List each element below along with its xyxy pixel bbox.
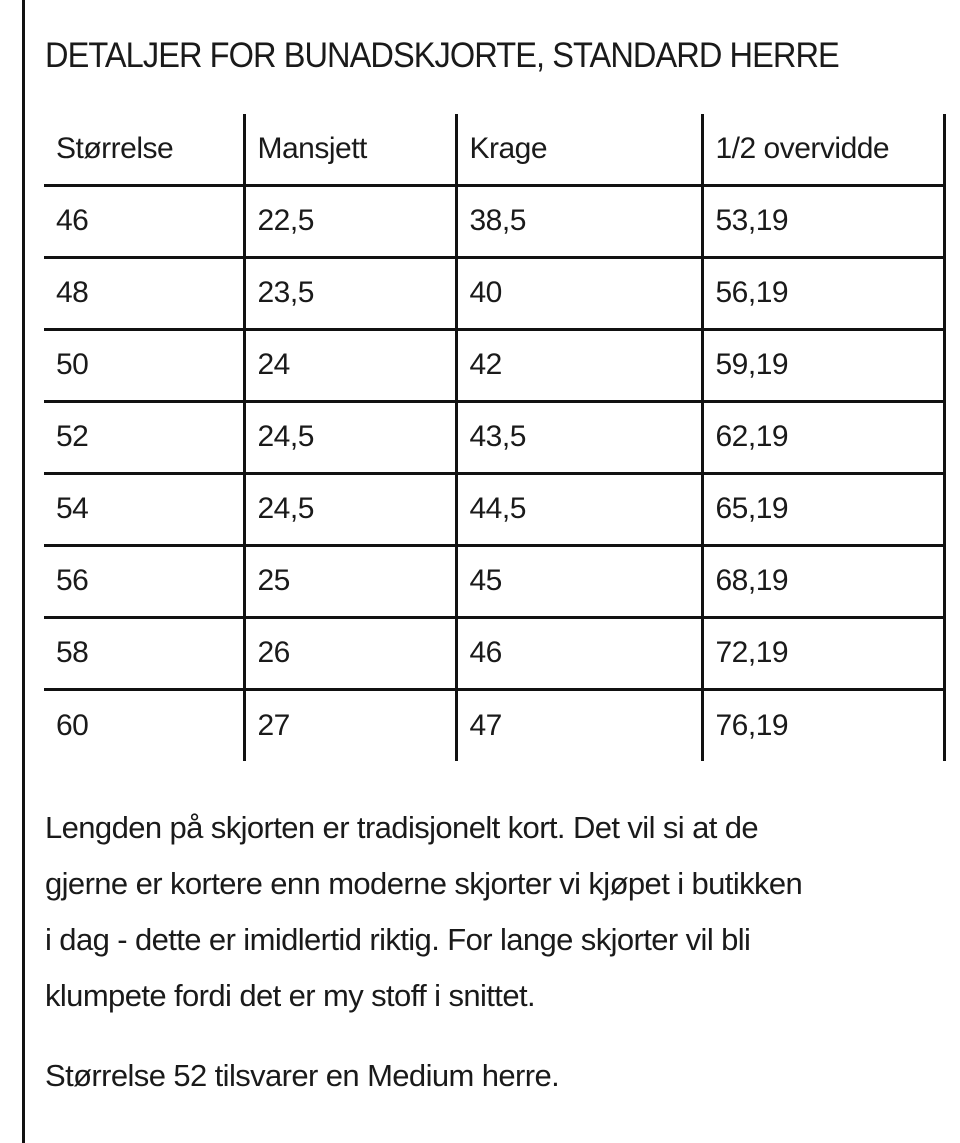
cell-collar: 42 (456, 329, 702, 401)
cell-half-chest: 65,19 (702, 473, 944, 545)
cell-collar: 46 (456, 617, 702, 689)
cell-half-chest: 76,19 (702, 689, 944, 761)
cell-cuff: 26 (244, 617, 456, 689)
cell-cuff: 24 (244, 329, 456, 401)
cell-size: 50 (44, 329, 244, 401)
cell-collar: 44,5 (456, 473, 702, 545)
cell-size: 48 (44, 257, 244, 329)
length-description (45, 800, 945, 1024)
page-title: DETALJER FOR BUNADSKJORTE, STANDARD HERRE (45, 36, 839, 75)
cell-half-chest: 68,19 (702, 545, 944, 617)
cell-half-chest: 72,19 (702, 617, 944, 689)
cell-cuff: 25 (244, 545, 456, 617)
cell-cuff: 24,5 (244, 401, 456, 473)
cell-collar: 47 (456, 689, 702, 761)
cell-half-chest: 62,19 (702, 401, 944, 473)
cell-collar: 45 (456, 545, 702, 617)
cell-collar: 38,5 (456, 185, 702, 257)
cell-half-chest: 59,19 (702, 329, 944, 401)
description-line: klumpete fordi det er my stoff i snittet. (45, 978, 535, 1013)
size-equivalence-note: Størrelse 52 tilsvarer en Medium herre. (45, 1058, 560, 1093)
table-row (44, 329, 944, 401)
table-row (44, 689, 944, 761)
column-header-size: Størrelse (44, 114, 244, 185)
cell-cuff: 27 (244, 689, 456, 761)
description-line: Lengden på skjorten er tradisjonelt kort. Det vil si at de (45, 810, 759, 845)
table-row (44, 257, 944, 329)
cell-cuff: 22,5 (244, 185, 456, 257)
table-row (44, 617, 944, 689)
table-row (44, 545, 944, 617)
cell-collar: 40 (456, 257, 702, 329)
cell-cuff: 24,5 (244, 473, 456, 545)
table-row (44, 401, 944, 473)
table-header-row (44, 114, 944, 185)
cell-half-chest: 53,19 (702, 185, 944, 257)
table-row (44, 185, 944, 257)
cell-cuff: 23,5 (244, 257, 456, 329)
cell-size: 46 (44, 185, 244, 257)
cell-size: 60 (56, 708, 89, 742)
cell-size: 58 (44, 617, 244, 689)
cell-collar: 43,5 (456, 401, 702, 473)
column-header-collar: Krage (456, 114, 702, 185)
column-header-cuff: Mansjett (244, 114, 456, 185)
cell-size: 56 (44, 545, 244, 617)
cell-half-chest: 56,19 (702, 257, 944, 329)
column-header-half-chest: 1/2 overvidde (702, 114, 944, 185)
table-row (44, 473, 944, 545)
description-line: i dag - dette er imidlertid riktig. For lange skjorter vil bli (45, 922, 751, 957)
cell-size: 54 (44, 473, 244, 545)
size-table (44, 114, 946, 761)
cell-size: 52 (44, 401, 244, 473)
description-line: gjerne er kortere enn moderne skjorter vi kjøpet i butikken (45, 866, 803, 901)
